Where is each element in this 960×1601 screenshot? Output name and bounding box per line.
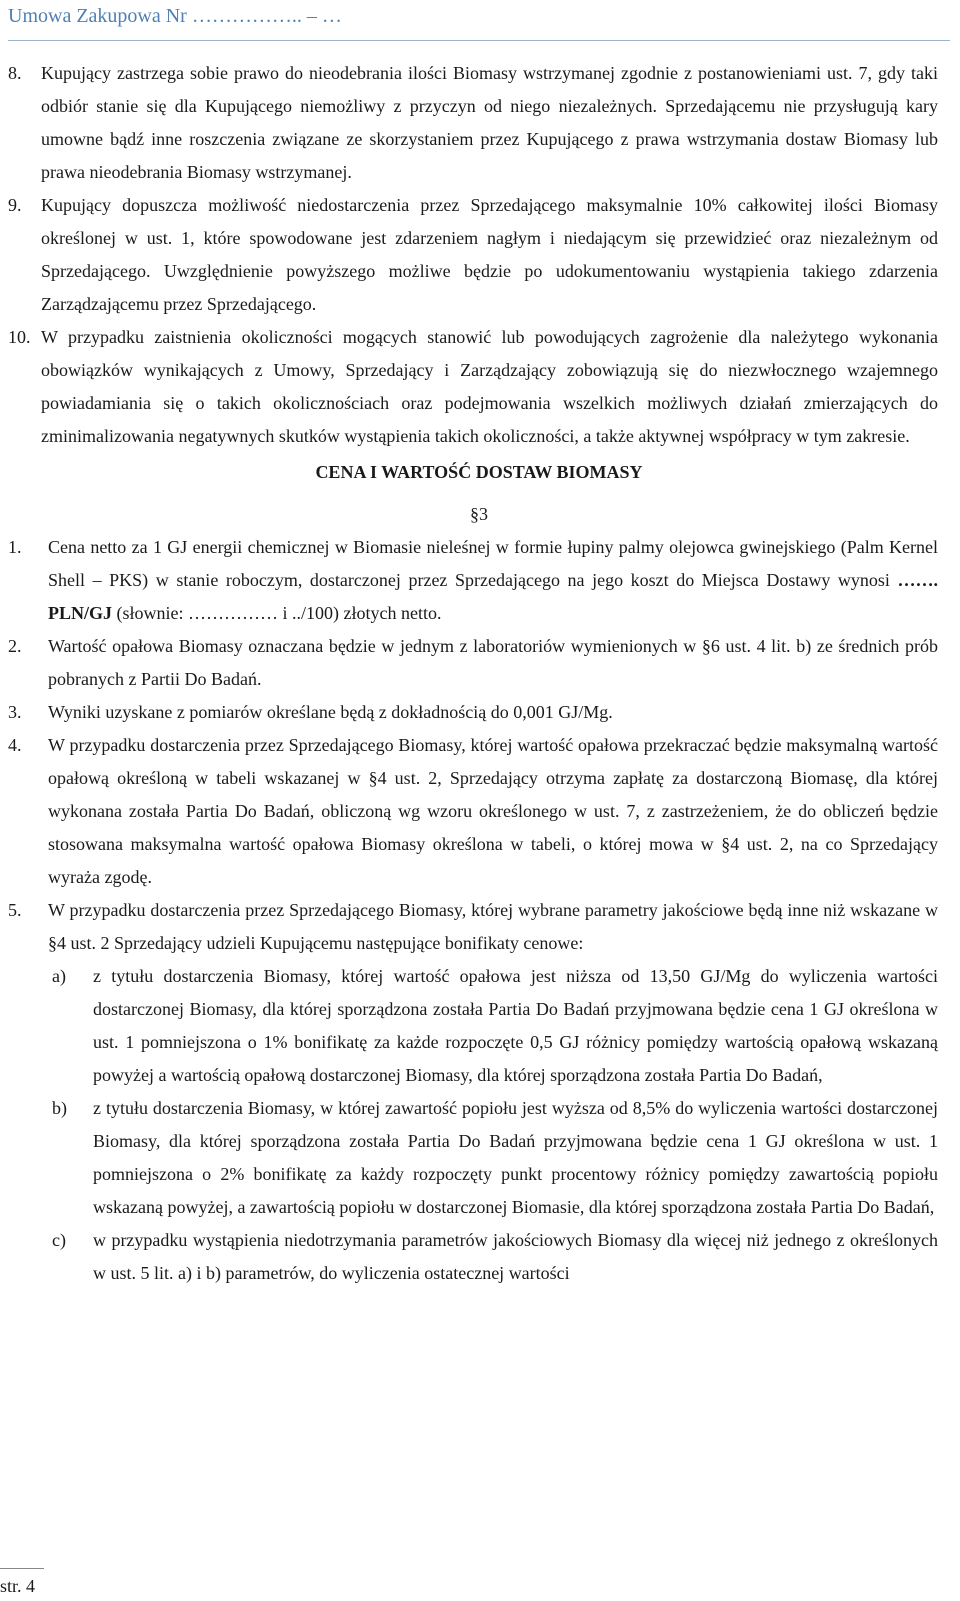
item-text: Kupujący dopuszcza możliwość niedostarczenia przez Sprzedającego maksymalnie 10% całkowitej ilości Biomasy określonej w ust. 1, które spowodowane jest zdarzeniem nagłym i niedającym się przewidzieć oraz niezależnym od Sprzedającego. Uwzględnienie powyższego możliwe będzie po udokumentowaniu wystąpienia takiego zdarzenia Zarządzającemu przez Sprzedającego. (41, 195, 938, 314)
sub-item-letter: c) (52, 1230, 66, 1250)
item-number: 3. (8, 702, 22, 722)
sub-list-item (8, 1092, 938, 1224)
price-placeholder: ……. PLN/GJ (48, 570, 938, 623)
item-text: Kupujący zastrzega sobie prawo do nieodebrania ilości Biomasy wstrzymanej zgodnie z postanowieniami ust. 7, gdy taki odbiór stanie się dla Kupującego niemożliwy z przyczyn od niego niezależnych. Sprzedającemu nie przysługują kary umowne bądź inne roszczenia związane ze skorzystaniem przez Kupującego z prawa wstrzymania dostaw Biomasy lub prawa nieodebrania Biomasy wstrzymanej. (41, 63, 938, 182)
sub-item-letter: a) (52, 966, 66, 986)
item-number: 9. (8, 195, 22, 215)
item-text: W przypadku dostarczenia przez Sprzedającego Biomasy, której wartość opałowa przekraczać będzie maksymalną wartość opałową określoną w tabeli wskazanej w §4 ust. 2, Sprzedający otrzyma zapłatę za dostarczoną Biomasę, dla której wykonana została Partia Do Badań, obliczoną wg wzoru określonego w ust. 7, z zastrzeżeniem, że do obliczeń będzie stosowana maksymalna wartość opałowa Biomasy określona w tabeli, o której mowa w §4 ust. 2, na co Sprzedający wyraża zgodę. (48, 735, 938, 887)
list-item (8, 696, 938, 729)
sub-item-letter: b) (52, 1098, 67, 1118)
list-item (8, 189, 938, 321)
item-text-end: (słownie: …………… i ../100) złotych netto. (112, 603, 442, 623)
item-number: 10. (8, 327, 31, 347)
list-item (8, 321, 938, 453)
sub-item-text: z tytułu dostarczenia Biomasy, której wartość opałowa jest niższa od 13,50 GJ/Mg do wyliczenia wartości dostarczonej Biomasy, dla której sporządzona została Partia Do Badań przyjmowana będzie cena 1 GJ określona w ust. 1 pomniejszona o 1% bonifikatę za każde rozpoczęte 0,5 GJ różnicy pomiędzy wartością opałową wskazaną powyżej a wartością opałową dostarczonej Biomasy, dla której sporządzona została Partia Do Badań, (93, 966, 938, 1085)
paragraph-sign: §3 (470, 504, 488, 524)
footer-divider (0, 1568, 44, 1569)
item-text: Cena netto za 1 GJ energii chemicznej w Biomasie nieleśnej w formie łupiny palmy olejowca gwinejskiego (Palm Kernel Shell – PKS) w stanie roboczym, dostarczonej przez Sprzedającego na jego koszt do Miejsca Dostawy wynosi (48, 537, 938, 590)
item-text: Wyniki uzyskane z pomiarów określane będą z dokładnością do 0,001 GJ/Mg. (48, 702, 613, 722)
item-text: W przypadku dostarczenia przez Sprzedającego Biomasy, której wybrane parametry jakościowe będą inne niż wskazane w §4 ust. 2 Sprzedający udzieli Kupującemu następujące bonifikaty cenowe: (48, 900, 938, 953)
section-title: CENA I WARTOŚĆ DOSTAW BIOMASY (315, 462, 643, 482)
sub-list-item (8, 960, 938, 1092)
item-number: 5. (8, 900, 22, 920)
item-number: 2. (8, 636, 22, 656)
list-item (8, 57, 938, 189)
document-body (8, 57, 938, 1290)
item-text: Wartość opałowa Biomasy oznaczana będzie w jednym z laboratoriów wymienionych w §6 ust. 4 lit. b) ze średnich prób pobranych z Partii Do Badań. (48, 636, 938, 689)
sub-list-item (8, 1224, 938, 1290)
sub-item-text: w przypadku wystąpienia niedotrzymania parametrów jakościowych Biomasy dla więcej niż jednego z określonych w ust. 5 lit. a) i b) parametrów, do wyliczenia ostatecznej wartości (93, 1230, 938, 1283)
item-number: 4. (8, 735, 22, 755)
page-header (8, 2, 950, 41)
item-number: 8. (8, 63, 22, 83)
list-item (8, 729, 938, 894)
list-item (8, 894, 938, 960)
list-item (8, 531, 938, 630)
item-number: 1. (8, 537, 22, 557)
sub-item-text: z tytułu dostarczenia Biomasy, w której zawartość popiołu jest wyższa od 8,5% do wyliczenia wartości dostarczonej Biomasy, dla której sporządzona została Partia Do Badań przyjmowana będzie cena 1 GJ określona w ust. 1 pomniejszona o 2% bonifikatę za każdy rozpoczęty punkt procentowy różnicy pomiędzy zawartością popiołu wskazaną powyżej, a zawartością popiołu w dostarczonej Biomasie, dla której sporządzona została Partia Do Badań, (93, 1098, 938, 1217)
document-title: Umowa Zakupowa Nr …………….. – … (8, 5, 342, 27)
list-item (8, 630, 938, 696)
page-number: str. 4 (0, 1576, 36, 1596)
item-text: W przypadku zaistnienia okoliczności mogących stanowić lub powodujących zagrożenie dla należytego wykonania obowiązków wynikających z Umowy, Sprzedający i Zarządzający zobowiązują się do niezwłocznego wzajemnego powiadamiania się o takich okolicznościach oraz podejmowania wszelkich możliwych działań zmierzających do zminimalizowania negatywnych skutków wystąpienia takich okoliczności, a także aktywnej współpracy w tym zakresie. (41, 327, 938, 446)
